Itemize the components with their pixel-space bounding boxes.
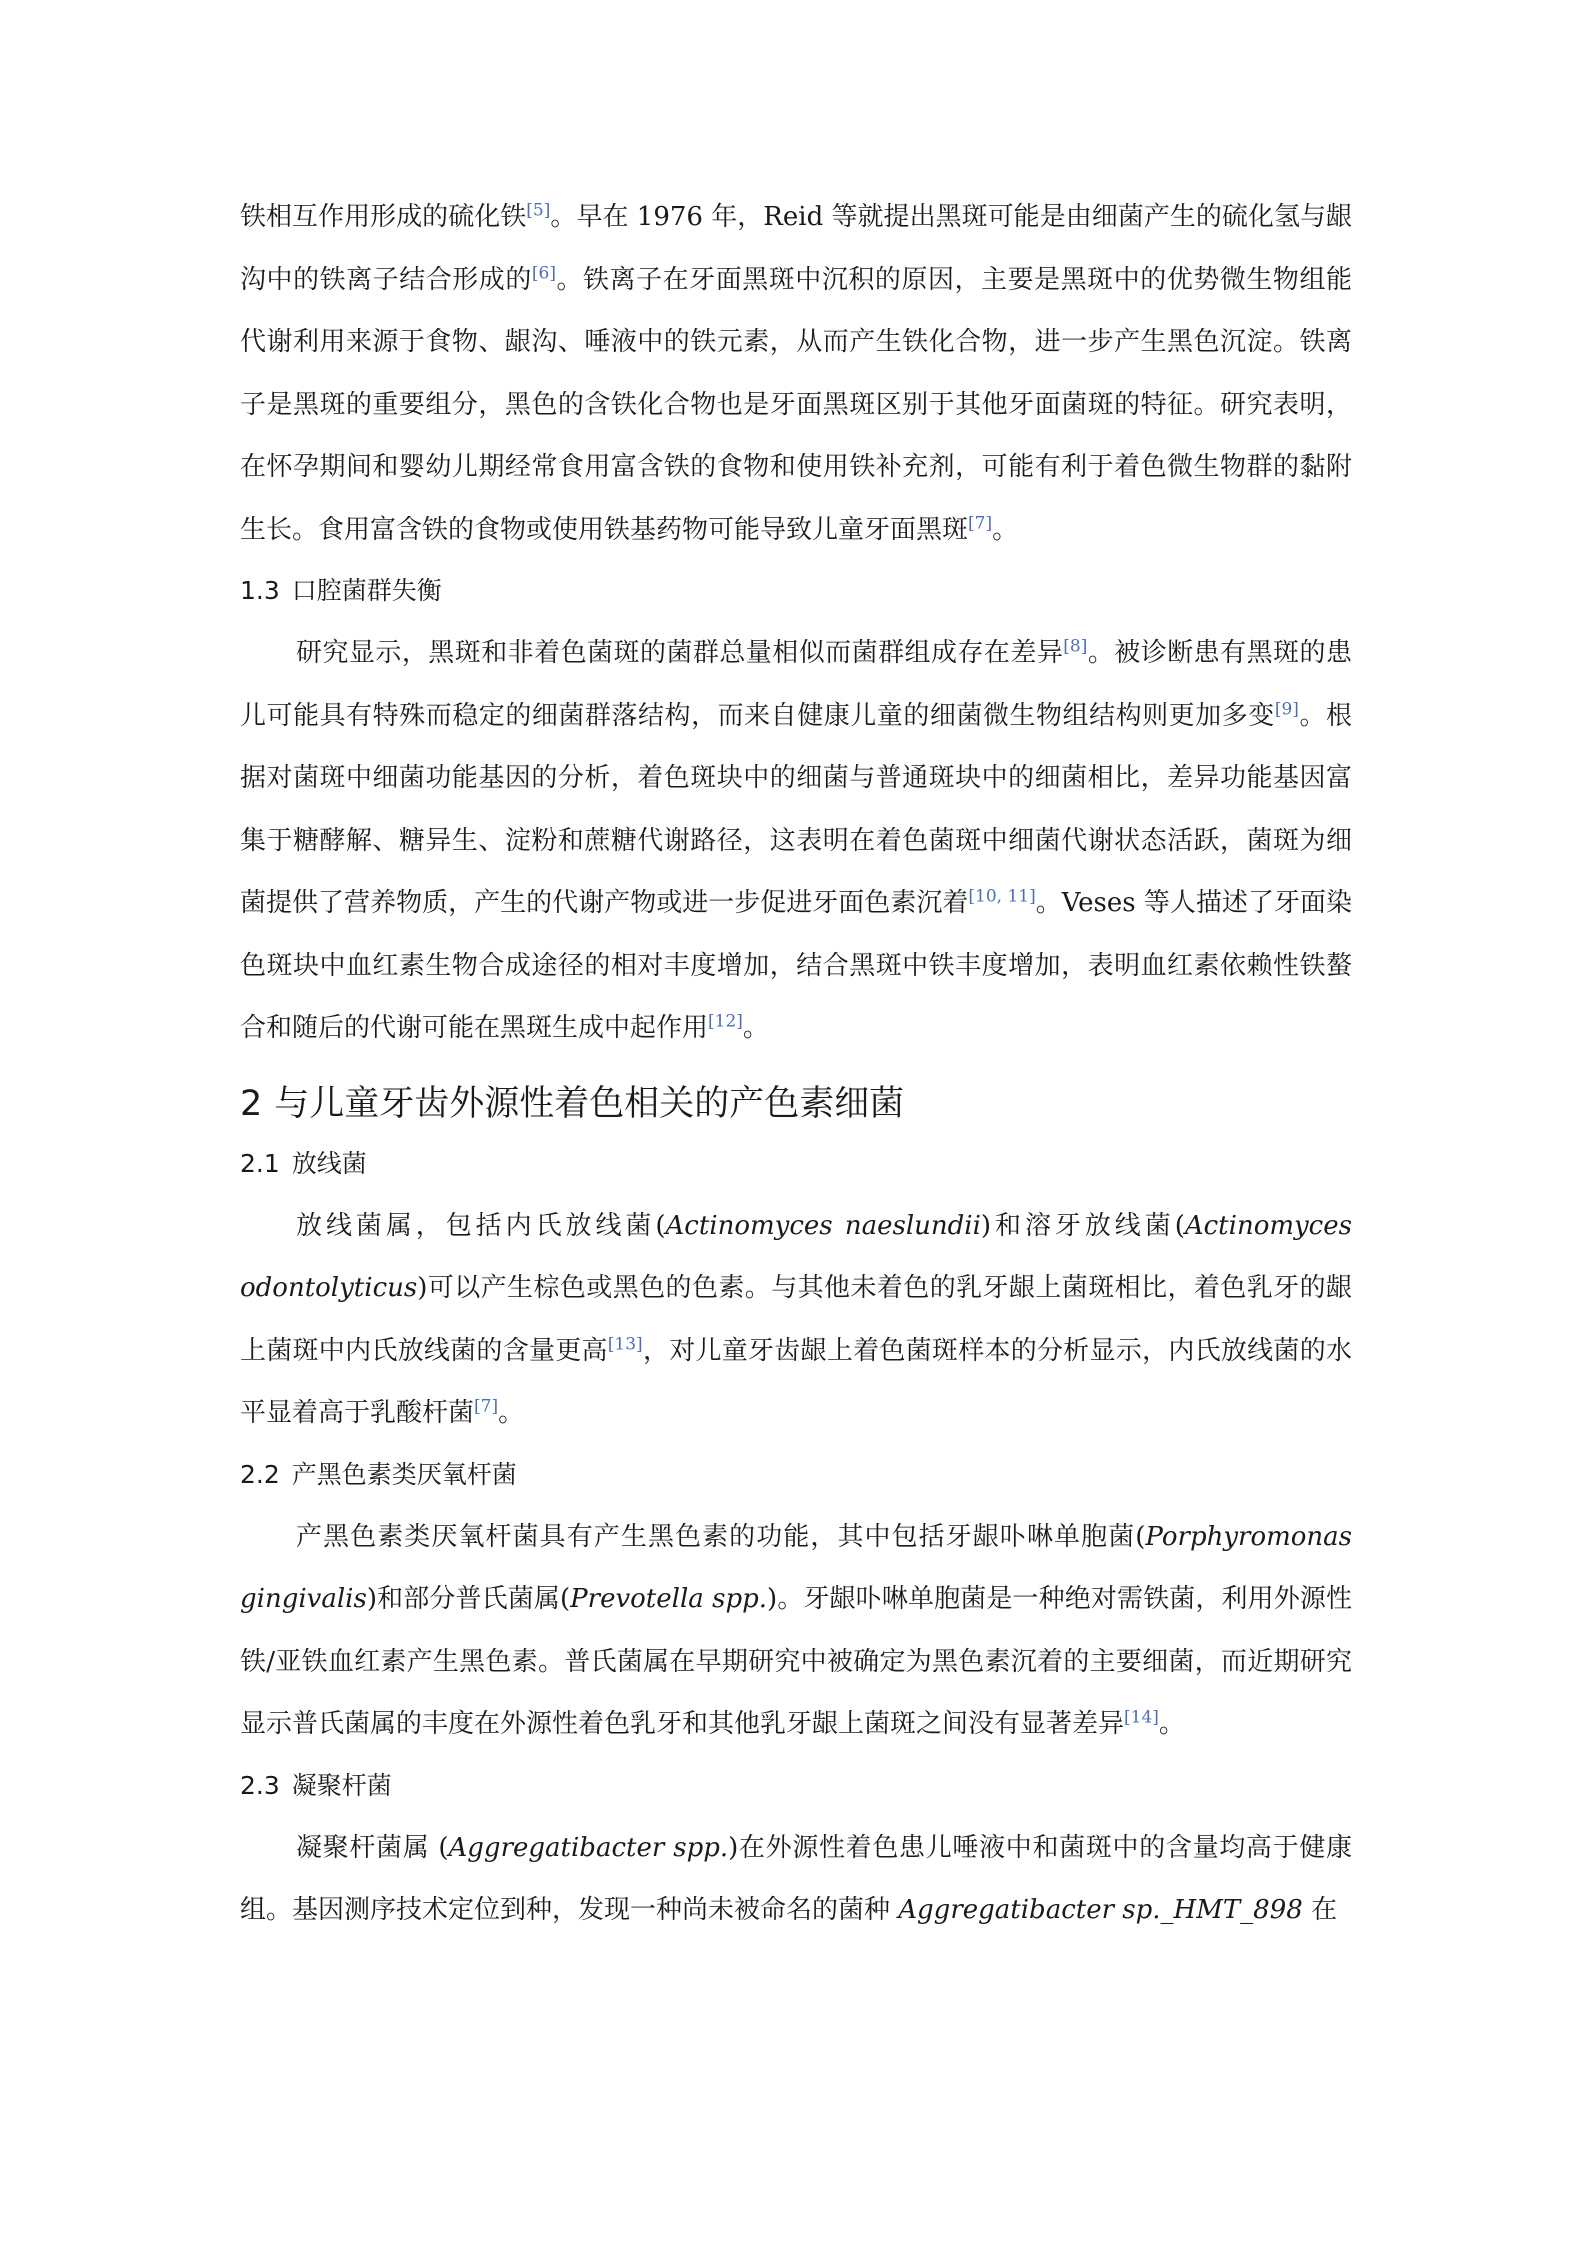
section-heading-2-3 (240, 1770, 1352, 1802)
citation-10-11[interactable]: [10, 11] (968, 886, 1036, 907)
citation-8[interactable]: [8] (1063, 636, 1088, 657)
section-number: 2 (240, 1083, 263, 1124)
citation-13[interactable]: [13] (607, 1333, 643, 1354)
species-name: Actinomyces naeslundii (665, 1210, 981, 1241)
section-title: 与儿童牙齿外源性着色相关的产色素细菌 (274, 1083, 905, 1124)
citation-6[interactable]: [6] (531, 262, 556, 283)
species-name: Aggregatibacter sp._HMT_898 (898, 1895, 1303, 1925)
paragraph-text: 。根据对菌斑中细菌功能基因的分析，着色斑块中的细菌与普通斑块中的细菌相比，差异功能基因富集于糖酵解、糖异生、淀粉和蔗糖代谢路径，这表明在着色菌斑中细菌代谢状态活跃，菌斑为细菌提供了营养物质，产生的代谢产物或进一步促进牙面色素沉着 (240, 700, 1352, 918)
species-name: Porphyromonas gingivalis (240, 1521, 1352, 1614)
species-name: Aggregatibacter spp. (448, 1832, 729, 1863)
citation-14[interactable]: [14] (1124, 1707, 1159, 1728)
citation-9[interactable]: [9] (1274, 698, 1299, 719)
section-heading-2 (240, 1082, 1352, 1126)
paragraph-black-pigmented-anaerobes (240, 1506, 1352, 1756)
paragraph-text: 。 (498, 1398, 525, 1428)
citation-7[interactable]: [7] (968, 512, 993, 533)
paragraph-text: 铁相互作用形成的硫化铁 (240, 202, 527, 232)
paragraph-text: 。早在 1976 年，Reid 等就提出黑斑可能是由细菌产生的硫化氢与龈沟中的铁离子结合形成的 (240, 202, 1352, 295)
species-name: Prevotella spp. (570, 1584, 768, 1614)
paragraph-oral-flora (240, 622, 1352, 1060)
paragraph-text: )可以产生棕色或黑色的色素。与其他未着色的乳牙龈上菌斑相比，着色乳牙的龈上菌斑中内氏放线菌的含量更高 (240, 1273, 1352, 1366)
section-number: 1.3 (240, 576, 280, 605)
citation-12[interactable]: [12] (708, 1011, 743, 1032)
section-title: 口腔菌群失衡 (291, 576, 442, 605)
section-number: 2.2 (240, 1459, 280, 1489)
paragraph-text: 。 (992, 514, 1019, 545)
paragraph-text: 。 (1158, 1709, 1185, 1739)
paragraph-text: 研究显示，黑斑和非着色菌斑的菌群总量相似而菌群组成存在差异 (296, 638, 1064, 668)
paragraph-text: )和部分普氏菌属( (366, 1584, 571, 1614)
paragraph-text: 产黑色素类厌氧杆菌具有产生黑色素的功能，其中包括牙龈卟啉单胞菌( (296, 1521, 1146, 1552)
paragraph-aggregatibacter (240, 1817, 1352, 1942)
section-title: 放线菌 (291, 1148, 367, 1178)
section-number: 2.3 (240, 1770, 280, 1800)
paragraph-text: 。被诊断患有黑斑的患儿可能具有特殊而稳定的细菌群落结构，而来自健康儿童的细菌微生物组结构则更加多变 (240, 638, 1352, 731)
section-heading-1-3 (240, 575, 1352, 607)
section-heading-2-1 (240, 1148, 1352, 1180)
section-title: 凝聚杆菌 (291, 1770, 392, 1800)
species-name: Actinomyces odontolyticus (240, 1210, 1352, 1303)
paragraph-text: )在外源性着色患儿唾液中和菌斑中的含量均高于健康组。基因测序技术定位到种，发现一种尚未被命名的菌种 (240, 1832, 1352, 1925)
paragraph-text: 在 (1302, 1895, 1338, 1925)
section-number: 2.1 (240, 1148, 280, 1178)
section-heading-2-2 (240, 1459, 1352, 1491)
paragraph-text: 。铁离子在牙面黑斑中沉积的原因，主要是黑斑中的优势微生物组能代谢利用来源于食物、龈沟、唾液中的铁元素，从而产生铁化合物，进一步产生黑色沉淀。铁离子是黑斑的重要组分，黑色的含铁化合物也是牙面黑斑区别于其他牙面菌斑的特征。研究表明，在怀孕期间和婴幼儿期经常食用富含铁的食物和使用铁补充剂，可能有利于着色微生物群的黏附生长。食用富含铁的食物或使用铁基药物可能导致儿童牙面黑斑 (240, 264, 1352, 545)
paragraph-text: 。 (742, 1013, 769, 1043)
paragraph-text: 凝聚杆菌属 ( (296, 1832, 449, 1863)
citation-7[interactable]: [7] (474, 1396, 499, 1417)
paragraph-text: )和溶牙放线菌( (980, 1210, 1185, 1241)
paragraph-actinomyces (240, 1195, 1352, 1445)
section-title: 产黑色素类厌氧杆菌 (291, 1459, 517, 1489)
paragraph-text: 放线菌属，包括内氏放线菌( (296, 1210, 666, 1241)
citation-5[interactable]: [5] (526, 200, 551, 221)
paragraph-text: 。Veses 等人描述了牙面染色斑块中血红素生物合成途径的相对丰度增加，结合黑斑中铁丰度增加，表明血红素依赖性铁螯合和随后的代谢可能在黑斑生成中起作用 (240, 888, 1352, 1043)
paragraph-text: ，对儿童牙齿龈上着色菌斑样本的分析显示，内氏放线菌的水平显着高于乳酸杆菌 (240, 1335, 1352, 1428)
paragraph-text: )。牙龈卟啉单胞菌是一种绝对需铁菌，利用外源性铁/亚铁血红素产生黑色素。普氏菌属在早期研究中被确定为黑色素沉着的主要细菌，而近期研究显示普氏菌属的丰度在外源性着色乳牙和其他乳牙龈上菌斑之间没有显著差异 (240, 1584, 1352, 1739)
paragraph-iron-sulfide (240, 186, 1352, 561)
document-body (240, 186, 1352, 1942)
